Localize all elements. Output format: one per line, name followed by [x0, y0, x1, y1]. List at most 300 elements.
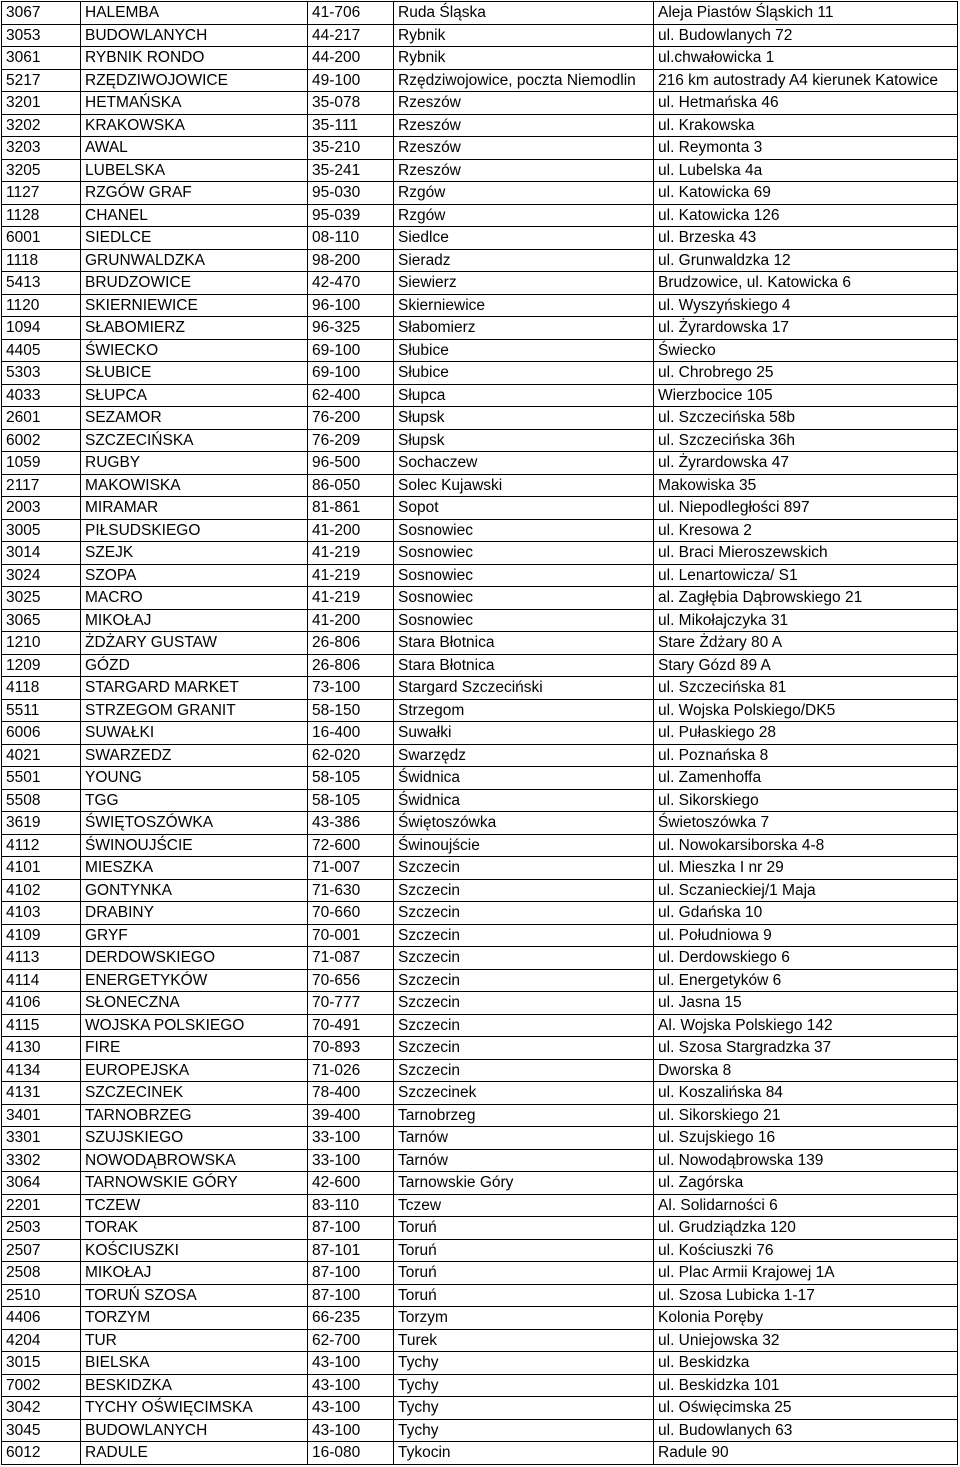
postal-code-cell: 81-861 [308, 497, 394, 520]
city-cell: Rzędziwojowice, poczta Niemodlin [394, 69, 654, 92]
station-name-cell: SZCZECINEK [81, 1082, 308, 1105]
postal-code-cell: 70-660 [308, 902, 394, 925]
table-row [2, 632, 958, 655]
postal-code-cell: 86-050 [308, 474, 394, 497]
postal-code-cell: 42-600 [308, 1172, 394, 1195]
postal-code-cell: 35-111 [308, 114, 394, 137]
table-row [2, 114, 958, 137]
city-cell: Tarnów [394, 1149, 654, 1172]
station-id-cell: 1059 [2, 452, 81, 475]
station-name-cell: SZUJSKIEGO [81, 1127, 308, 1150]
postal-code-cell: 35-078 [308, 92, 394, 115]
station-name-cell: SKIERNIEWICE [81, 294, 308, 317]
station-name-cell: RUGBY [81, 452, 308, 475]
table-row [2, 654, 958, 677]
station-id-cell: 3202 [2, 114, 81, 137]
table-row [2, 1014, 958, 1037]
station-id-cell: 3203 [2, 137, 81, 160]
station-name-cell: TORZYM [81, 1307, 308, 1330]
station-name-cell: CHANEL [81, 204, 308, 227]
postal-code-cell: 43-100 [308, 1397, 394, 1420]
address-cell: ul. Grudziądzka 120 [654, 1217, 958, 1240]
table-row [2, 1172, 958, 1195]
table-row [2, 1262, 958, 1285]
table-row [2, 294, 958, 317]
city-cell: Rzeszów [394, 92, 654, 115]
postal-code-cell: 73-100 [308, 677, 394, 700]
address-cell: ul.chwałowicka 1 [654, 47, 958, 70]
station-id-cell: 3015 [2, 1352, 81, 1375]
postal-code-cell: 69-100 [308, 339, 394, 362]
postal-code-cell: 16-080 [308, 1442, 394, 1465]
postal-code-cell: 44-200 [308, 47, 394, 70]
postal-code-cell: 69-100 [308, 362, 394, 385]
station-name-cell: RZGÓW GRAF [81, 182, 308, 205]
postal-code-cell: 44-217 [308, 24, 394, 47]
city-cell: Słupsk [394, 429, 654, 452]
station-name-cell: RZĘDZIWOJOWICE [81, 69, 308, 92]
city-cell: Świdnica [394, 789, 654, 812]
city-cell: Szczecin [394, 1059, 654, 1082]
table-row [2, 182, 958, 205]
table-row [2, 2, 958, 25]
city-cell: Sosnowiec [394, 609, 654, 632]
table-row [2, 992, 958, 1015]
city-cell: Toruń [394, 1217, 654, 1240]
address-cell: ul. Szujskiego 16 [654, 1127, 958, 1150]
station-id-cell: 5413 [2, 272, 81, 295]
table-row [2, 407, 958, 430]
station-name-cell: MACRO [81, 587, 308, 610]
postal-code-cell: 71-087 [308, 947, 394, 970]
address-cell: ul. Żyrardowska 17 [654, 317, 958, 340]
city-cell: Tychy [394, 1397, 654, 1420]
station-id-cell: 5511 [2, 699, 81, 722]
station-name-cell: GRYF [81, 924, 308, 947]
address-cell: ul. Kresowa 2 [654, 519, 958, 542]
station-id-cell: 3619 [2, 812, 81, 835]
address-cell: 216 km autostrady A4 kierunek Katowice [654, 69, 958, 92]
city-cell: Toruń [394, 1284, 654, 1307]
postal-code-cell: 08-110 [308, 227, 394, 250]
station-name-cell: GÓZD [81, 654, 308, 677]
station-id-cell: 4102 [2, 879, 81, 902]
city-cell: Tarnobrzeg [394, 1104, 654, 1127]
postal-code-cell: 58-105 [308, 767, 394, 790]
table-row [2, 1149, 958, 1172]
table-row [2, 744, 958, 767]
postal-code-cell: 71-007 [308, 857, 394, 880]
address-cell: ul. Grunwaldzka 12 [654, 249, 958, 272]
table-row [2, 789, 958, 812]
postal-code-cell: 41-706 [308, 2, 394, 25]
city-cell: Rzeszów [394, 114, 654, 137]
table-row [2, 1307, 958, 1330]
station-name-cell: LUBELSKA [81, 159, 308, 182]
station-name-cell: WOJSKA POLSKIEGO [81, 1014, 308, 1037]
table-row [2, 519, 958, 542]
station-id-cell: 3053 [2, 24, 81, 47]
address-cell: ul. Jasna 15 [654, 992, 958, 1015]
city-cell: Stara Błotnica [394, 654, 654, 677]
address-cell: Stary Gózd 89 A [654, 654, 958, 677]
station-id-cell: 2507 [2, 1239, 81, 1262]
station-id-cell: 4405 [2, 339, 81, 362]
address-cell: ul. Szczecińska 36h [654, 429, 958, 452]
station-id-cell: 3061 [2, 47, 81, 70]
table-row [2, 1194, 958, 1217]
postal-code-cell: 76-209 [308, 429, 394, 452]
station-name-cell: GONTYNKA [81, 879, 308, 902]
table-row [2, 1127, 958, 1150]
city-cell: Sosnowiec [394, 564, 654, 587]
station-id-cell: 3205 [2, 159, 81, 182]
address-cell: ul. Oświęcimska 25 [654, 1397, 958, 1420]
postal-code-cell: 66-235 [308, 1307, 394, 1330]
station-name-cell: HALEMBA [81, 2, 308, 25]
table-row [2, 947, 958, 970]
station-name-cell: SZOPA [81, 564, 308, 587]
city-cell: Suwałki [394, 722, 654, 745]
city-cell: Stara Błotnica [394, 632, 654, 655]
address-cell: ul. Zagórska [654, 1172, 958, 1195]
city-cell: Strzegom [394, 699, 654, 722]
table-row [2, 317, 958, 340]
city-cell: Toruń [394, 1239, 654, 1262]
postal-code-cell: 41-219 [308, 542, 394, 565]
station-id-cell: 3301 [2, 1127, 81, 1150]
address-cell: ul. Szosa Stargradzka 37 [654, 1037, 958, 1060]
address-cell: ul. Poznańska 8 [654, 744, 958, 767]
table-row [2, 1442, 958, 1465]
address-cell: ul. Zamenhoffa [654, 767, 958, 790]
table-row [2, 1397, 958, 1420]
address-cell: ul. Katowicka 126 [654, 204, 958, 227]
address-cell: ul. Plac Armii Krajowej 1A [654, 1262, 958, 1285]
station-name-cell: BUDOWLANYCH [81, 24, 308, 47]
city-cell: Sosnowiec [394, 587, 654, 610]
city-cell: Rzgów [394, 182, 654, 205]
address-cell: ul. Brzeska 43 [654, 227, 958, 250]
station-name-cell: KOŚCIUSZKI [81, 1239, 308, 1262]
station-name-cell: GRUNWALDZKA [81, 249, 308, 272]
city-cell: Rybnik [394, 24, 654, 47]
station-id-cell: 5508 [2, 789, 81, 812]
city-cell: Tychy [394, 1419, 654, 1442]
postal-code-cell: 33-100 [308, 1149, 394, 1172]
address-cell: ul. Lenartowicza/ S1 [654, 564, 958, 587]
station-id-cell: 3024 [2, 564, 81, 587]
address-cell: ul. Lubelska 4a [654, 159, 958, 182]
postal-code-cell: 62-020 [308, 744, 394, 767]
city-cell: Szczecinek [394, 1082, 654, 1105]
postal-code-cell: 62-400 [308, 384, 394, 407]
city-cell: Turek [394, 1329, 654, 1352]
city-cell: Skierniewice [394, 294, 654, 317]
table-row [2, 677, 958, 700]
station-id-cell: 3005 [2, 519, 81, 542]
table-row [2, 924, 958, 947]
station-id-cell: 5217 [2, 69, 81, 92]
postal-code-cell: 96-100 [308, 294, 394, 317]
city-cell: Szczecin [394, 902, 654, 925]
postal-code-cell: 26-806 [308, 654, 394, 677]
station-id-cell: 4106 [2, 992, 81, 1015]
address-cell: Kolonia Poręby [654, 1307, 958, 1330]
table-row [2, 1419, 958, 1442]
table-row [2, 362, 958, 385]
postal-code-cell: 41-219 [308, 587, 394, 610]
station-id-cell: 4114 [2, 969, 81, 992]
table-row [2, 1037, 958, 1060]
address-cell: ul. Derdowskiego 6 [654, 947, 958, 970]
table-row [2, 587, 958, 610]
station-id-cell: 3064 [2, 1172, 81, 1195]
table-row [2, 272, 958, 295]
city-cell: Słubice [394, 362, 654, 385]
station-name-cell: BIELSKA [81, 1352, 308, 1375]
station-name-cell: HETMAŃSKA [81, 92, 308, 115]
address-cell: ul. Nowokarsiborska 4-8 [654, 834, 958, 857]
station-id-cell: 1127 [2, 182, 81, 205]
table-row [2, 227, 958, 250]
station-id-cell: 2508 [2, 1262, 81, 1285]
address-cell: ul. Wyszyńskiego 4 [654, 294, 958, 317]
station-id-cell: 7002 [2, 1374, 81, 1397]
station-name-cell: EUROPEJSKA [81, 1059, 308, 1082]
station-name-cell: SŁONECZNA [81, 992, 308, 1015]
address-cell: ul. Budowlanych 72 [654, 24, 958, 47]
postal-code-cell: 70-491 [308, 1014, 394, 1037]
station-name-cell: KRAKOWSKA [81, 114, 308, 137]
table-row [2, 609, 958, 632]
stations-table-body [2, 2, 958, 1465]
city-cell: Rzeszów [394, 137, 654, 160]
table-row [2, 452, 958, 475]
station-id-cell: 2201 [2, 1194, 81, 1217]
postal-code-cell: 16-400 [308, 722, 394, 745]
postal-code-cell: 95-030 [308, 182, 394, 205]
station-name-cell: DRABINY [81, 902, 308, 925]
table-row [2, 1352, 958, 1375]
address-cell: ul. Beskidzka 101 [654, 1374, 958, 1397]
station-id-cell: 1209 [2, 654, 81, 677]
city-cell: Sosnowiec [394, 519, 654, 542]
address-cell: Świetoszówka 7 [654, 812, 958, 835]
city-cell: Siedlce [394, 227, 654, 250]
postal-code-cell: 35-210 [308, 137, 394, 160]
city-cell: Solec Kujawski [394, 474, 654, 497]
postal-code-cell: 87-100 [308, 1284, 394, 1307]
address-cell: Al. Solidarności 6 [654, 1194, 958, 1217]
station-name-cell: STRZEGOM GRANIT [81, 699, 308, 722]
address-cell: ul. Pułaskiego 28 [654, 722, 958, 745]
station-id-cell: 5501 [2, 767, 81, 790]
table-row [2, 857, 958, 880]
postal-code-cell: 43-100 [308, 1374, 394, 1397]
address-cell: ul. Nowodąbrowska 139 [654, 1149, 958, 1172]
postal-code-cell: 70-777 [308, 992, 394, 1015]
city-cell: Świnoujście [394, 834, 654, 857]
table-row [2, 1059, 958, 1082]
station-name-cell: SZCZECIŃSKA [81, 429, 308, 452]
address-cell: ul. Mikołajczyka 31 [654, 609, 958, 632]
city-cell: Szczecin [394, 1037, 654, 1060]
station-id-cell: 4115 [2, 1014, 81, 1037]
table-row [2, 24, 958, 47]
station-name-cell: PIŁSUDSKIEGO [81, 519, 308, 542]
address-cell: ul. Sikorskiego [654, 789, 958, 812]
station-name-cell: ŻDŻARY GUSTAW [81, 632, 308, 655]
station-name-cell: YOUNG [81, 767, 308, 790]
table-row [2, 969, 958, 992]
station-id-cell: 4134 [2, 1059, 81, 1082]
station-name-cell: SWARZEDZ [81, 744, 308, 767]
address-cell: ul. Hetmańska 46 [654, 92, 958, 115]
address-cell: Brudzowice, ul. Katowicka 6 [654, 272, 958, 295]
postal-code-cell: 62-700 [308, 1329, 394, 1352]
city-cell: Rzeszów [394, 159, 654, 182]
table-row [2, 722, 958, 745]
station-id-cell: 3201 [2, 92, 81, 115]
station-id-cell: 5303 [2, 362, 81, 385]
station-name-cell: SEZAMOR [81, 407, 308, 430]
table-row [2, 1082, 958, 1105]
postal-code-cell: 41-219 [308, 564, 394, 587]
postal-code-cell: 70-893 [308, 1037, 394, 1060]
station-id-cell: 3065 [2, 609, 81, 632]
station-id-cell: 4103 [2, 902, 81, 925]
table-row [2, 542, 958, 565]
address-cell: Radule 90 [654, 1442, 958, 1465]
station-id-cell: 2503 [2, 1217, 81, 1240]
station-name-cell: MAKOWISKA [81, 474, 308, 497]
city-cell: Słubice [394, 339, 654, 362]
table-row [2, 249, 958, 272]
city-cell: Tczew [394, 1194, 654, 1217]
station-name-cell: STARGARD MARKET [81, 677, 308, 700]
city-cell: Szczecin [394, 1014, 654, 1037]
postal-code-cell: 49-100 [308, 69, 394, 92]
city-cell: Sopot [394, 497, 654, 520]
postal-code-cell: 76-200 [308, 407, 394, 430]
address-cell: ul. Braci Mieroszewskich [654, 542, 958, 565]
station-id-cell: 4109 [2, 924, 81, 947]
station-id-cell: 2601 [2, 407, 81, 430]
city-cell: Słupsk [394, 407, 654, 430]
table-row [2, 137, 958, 160]
postal-code-cell: 39-400 [308, 1104, 394, 1127]
station-name-cell: TUR [81, 1329, 308, 1352]
station-name-cell: ŚWIECKO [81, 339, 308, 362]
station-id-cell: 6001 [2, 227, 81, 250]
postal-code-cell: 26-806 [308, 632, 394, 655]
station-name-cell: TYCHY OŚWIĘCIMSKA [81, 1397, 308, 1420]
table-row [2, 1217, 958, 1240]
address-cell: ul. Szosa Lubicka 1-17 [654, 1284, 958, 1307]
city-cell: Tykocin [394, 1442, 654, 1465]
station-name-cell: SŁUBICE [81, 362, 308, 385]
station-id-cell: 4204 [2, 1329, 81, 1352]
table-row [2, 429, 958, 452]
station-id-cell: 3014 [2, 542, 81, 565]
postal-code-cell: 71-630 [308, 879, 394, 902]
postal-code-cell: 72-600 [308, 834, 394, 857]
station-name-cell: RADULE [81, 1442, 308, 1465]
table-row [2, 474, 958, 497]
address-cell: ul. Katowicka 69 [654, 182, 958, 205]
address-cell: ul. Budowlanych 63 [654, 1419, 958, 1442]
station-id-cell: 1094 [2, 317, 81, 340]
station-id-cell: 1120 [2, 294, 81, 317]
postal-code-cell: 83-110 [308, 1194, 394, 1217]
station-id-cell: 4033 [2, 384, 81, 407]
station-name-cell: SIEDLCE [81, 227, 308, 250]
postal-code-cell: 43-100 [308, 1419, 394, 1442]
city-cell: Tarnów [394, 1127, 654, 1150]
address-cell: ul. Gdańska 10 [654, 902, 958, 925]
station-name-cell: TGG [81, 789, 308, 812]
postal-code-cell: 71-026 [308, 1059, 394, 1082]
postal-code-cell: 35-241 [308, 159, 394, 182]
city-cell: Sochaczew [394, 452, 654, 475]
table-row [2, 1329, 958, 1352]
table-row [2, 834, 958, 857]
address-cell: al. Zagłębia Dąbrowskiego 21 [654, 587, 958, 610]
address-cell: ul. Uniejowska 32 [654, 1329, 958, 1352]
station-id-cell: 6006 [2, 722, 81, 745]
table-row [2, 1104, 958, 1127]
table-row [2, 47, 958, 70]
postal-code-cell: 95-039 [308, 204, 394, 227]
station-name-cell: RYBNIK RONDO [81, 47, 308, 70]
address-cell: ul. Kościuszki 76 [654, 1239, 958, 1262]
station-name-cell: SŁABOMIERZ [81, 317, 308, 340]
address-cell: ul. Szczecińska 58b [654, 407, 958, 430]
postal-code-cell: 41-200 [308, 519, 394, 542]
station-id-cell: 4021 [2, 744, 81, 767]
address-cell: ul. Niepodległości 897 [654, 497, 958, 520]
postal-code-cell: 87-101 [308, 1239, 394, 1262]
table-row [2, 384, 958, 407]
station-name-cell: BUDOWLANYCH [81, 1419, 308, 1442]
address-cell: Świecko [654, 339, 958, 362]
station-name-cell: BRUDZOWICE [81, 272, 308, 295]
city-cell: Ruda Śląska [394, 2, 654, 25]
address-cell: Wierzbocice 105 [654, 384, 958, 407]
table-row [2, 1374, 958, 1397]
table-row [2, 879, 958, 902]
station-name-cell: ŚWINOUJŚCIE [81, 834, 308, 857]
postal-code-cell: 58-105 [308, 789, 394, 812]
station-name-cell: MIKOŁAJ [81, 1262, 308, 1285]
station-name-cell: MIRAMAR [81, 497, 308, 520]
postal-code-cell: 43-386 [308, 812, 394, 835]
station-name-cell: TCZEW [81, 1194, 308, 1217]
city-cell: Tychy [394, 1352, 654, 1375]
city-cell: Tychy [394, 1374, 654, 1397]
station-id-cell: 4101 [2, 857, 81, 880]
postal-code-cell: 78-400 [308, 1082, 394, 1105]
city-cell: Torzym [394, 1307, 654, 1330]
city-cell: Szczecin [394, 857, 654, 880]
address-cell: ul. Mieszka I nr 29 [654, 857, 958, 880]
postal-code-cell: 42-470 [308, 272, 394, 295]
address-cell: ul. Wojska Polskiego/DK5 [654, 699, 958, 722]
table-row [2, 1284, 958, 1307]
address-cell: ul. Żyrardowska 47 [654, 452, 958, 475]
address-cell: Stare Żdżary 80 A [654, 632, 958, 655]
